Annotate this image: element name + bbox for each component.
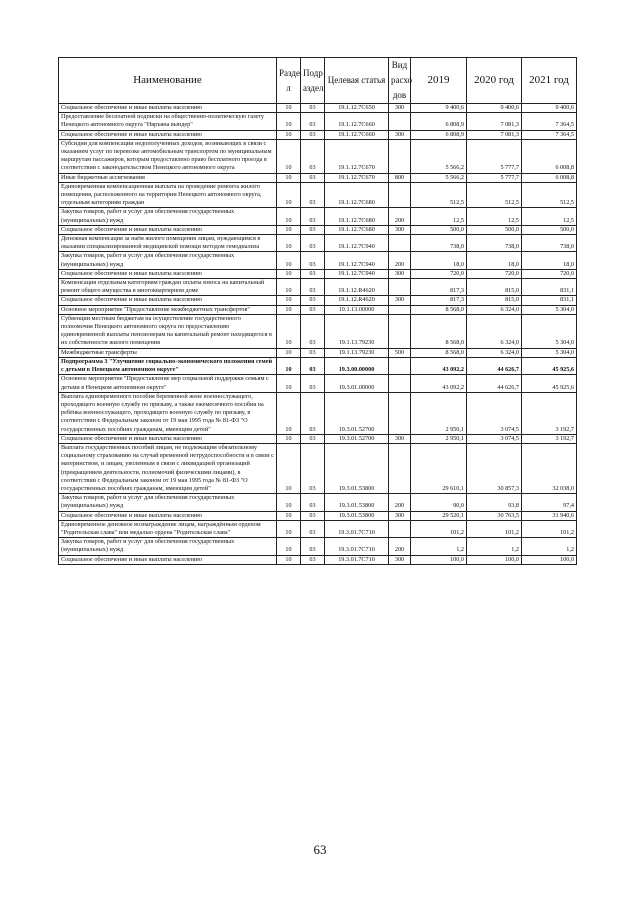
row-razdel: 10	[277, 305, 301, 314]
row-celevaya-statya: 19.3.01.00000	[325, 375, 389, 392]
row-value-2020: 7 081,3	[467, 130, 522, 139]
table-header	[59, 58, 577, 104]
row-name: Единовременное денежное вознаграждение лицам, награждённым орденом "Родительская слава" или медалью ордена "Родительская слава"	[59, 520, 277, 537]
row-celevaya-statya: 19.1.12.7С680	[325, 182, 389, 208]
row-value-2019: 6 808,9	[411, 113, 467, 130]
row-name: Социальное обеспечение и иные выплаты населению	[59, 104, 277, 113]
row-value-2019: 817,3	[411, 279, 467, 296]
row-celevaya-statya: 19.1.12.7С650	[325, 104, 389, 113]
row-value-2019: 817,3	[411, 296, 467, 305]
header-2021: 2021 год	[522, 58, 577, 104]
row-value-2019: 2 950,1	[411, 434, 467, 443]
table-row	[59, 225, 577, 234]
row-value-2021: 3 192,7	[522, 392, 577, 434]
table-row	[59, 208, 577, 225]
table-row	[59, 130, 577, 139]
row-celevaya-statya: 19.1.12.7С670	[325, 173, 389, 182]
row-value-2020: 44 626,7	[467, 357, 522, 374]
row-vid-raskhodov	[389, 357, 411, 374]
row-value-2021: 1,2	[522, 538, 577, 555]
row-razdel: 10	[277, 104, 301, 113]
row-celevaya-statya: 19.1.12.7С680	[325, 225, 389, 234]
row-razdel: 10	[277, 225, 301, 234]
row-podrazdel: 03	[301, 296, 325, 305]
row-podrazdel: 03	[301, 434, 325, 443]
row-value-2020: 738,0	[467, 235, 522, 252]
row-value-2019: 8 568,0	[411, 314, 467, 348]
row-value-2019: 738,0	[411, 235, 467, 252]
row-value-2020: 6 324,0	[467, 305, 522, 314]
row-value-2019: 5 566,2	[411, 139, 467, 173]
table-row	[59, 555, 577, 564]
row-razdel: 10	[277, 252, 301, 269]
row-name: Субсидии для компенсации недополученных доходов, возникающих в связи с оказанием услуг по перевозке автомобильным транспортом по муниципальным маршрутам пассажиров, которым предоставлено право бесплатного проезда в соответствии с законодательством Ненецкого автономного округа	[59, 139, 277, 173]
row-value-2021: 831,1	[522, 296, 577, 305]
table-row	[59, 392, 577, 434]
row-value-2020: 6 324,0	[467, 314, 522, 348]
row-value-2020: 18,0	[467, 252, 522, 269]
row-celevaya-statya: 19.3.01.53800	[325, 494, 389, 511]
row-podrazdel: 03	[301, 208, 325, 225]
row-podrazdel: 03	[301, 538, 325, 555]
row-value-2020: 512,5	[467, 182, 522, 208]
table-row	[59, 357, 577, 374]
row-value-2020: 101,2	[467, 520, 522, 537]
row-value-2021: 738,0	[522, 235, 577, 252]
row-name: Субвенции местным бюджетам на осуществление государственного полномочия Ненецкого автономного округа по предоставлению единовременной выплаты пенсионерам на капитальный ремонт находящегося в их собственности жилого помещения	[59, 314, 277, 348]
row-razdel: 10	[277, 357, 301, 374]
row-value-2021: 32 038,0	[522, 443, 577, 493]
row-name: Социальное обеспечение и иные выплаты населению	[59, 555, 277, 564]
row-vid-raskhodov	[389, 375, 411, 392]
row-value-2019: 43 092,2	[411, 375, 467, 392]
row-value-2021: 101,2	[522, 520, 577, 537]
row-celevaya-statya: 19.3.01.7С710	[325, 555, 389, 564]
row-razdel: 10	[277, 555, 301, 564]
row-value-2019: 9 400,6	[411, 104, 467, 113]
row-value-2021: 3 192,7	[522, 434, 577, 443]
row-value-2021: 100,0	[522, 555, 577, 564]
row-value-2021: 45 925,6	[522, 375, 577, 392]
row-celevaya-statya: 19.1.12.7С940	[325, 269, 389, 278]
row-celevaya-statya: 19.1.12.7С680	[325, 208, 389, 225]
table-row	[59, 375, 577, 392]
row-value-2021: 6 008,8	[522, 173, 577, 182]
table-row	[59, 113, 577, 130]
row-celevaya-statya: 19.3.00.00000	[325, 357, 389, 374]
row-value-2021: 7 364,5	[522, 130, 577, 139]
table-row	[59, 511, 577, 520]
row-value-2020: 815,0	[467, 279, 522, 296]
row-podrazdel: 03	[301, 235, 325, 252]
row-vid-raskhodov	[389, 279, 411, 296]
row-vid-raskhodov: 200	[389, 252, 411, 269]
row-razdel: 10	[277, 296, 301, 305]
row-vid-raskhodov	[389, 314, 411, 348]
table-row	[59, 235, 577, 252]
row-name: Социальное обеспечение и иные выплаты населению	[59, 434, 277, 443]
row-name: Иные бюджетные ассигнования	[59, 173, 277, 182]
row-name: Закупка товаров, работ и услуг для обеспечения государственных (муниципальных) нужд	[59, 208, 277, 225]
row-podrazdel: 03	[301, 314, 325, 348]
row-vid-raskhodov: 300	[389, 511, 411, 520]
table-row	[59, 279, 577, 296]
row-value-2021: 18,0	[522, 252, 577, 269]
row-value-2019: 2 950,1	[411, 392, 467, 434]
row-value-2020: 44 626,7	[467, 375, 522, 392]
row-value-2019: 512,5	[411, 182, 467, 208]
header-razdel: Разде л	[277, 58, 301, 104]
row-podrazdel: 03	[301, 113, 325, 130]
table-row	[59, 173, 577, 182]
row-vid-raskhodov	[389, 139, 411, 173]
table-row	[59, 296, 577, 305]
header-vid-raskhodov: Вид расхо дов	[389, 58, 411, 104]
row-vid-raskhodov: 500	[389, 348, 411, 357]
row-podrazdel: 03	[301, 348, 325, 357]
row-name: Социальное обеспечение и иные выплаты населению	[59, 130, 277, 139]
table-row	[59, 252, 577, 269]
row-value-2020: 30 763,5	[467, 511, 522, 520]
row-razdel: 10	[277, 269, 301, 278]
row-razdel: 10	[277, 113, 301, 130]
table-row	[59, 443, 577, 493]
row-vid-raskhodov: 800	[389, 173, 411, 182]
row-name: Компенсация отдельным категориям граждан оплаты взноса на капитальный ремонт общего имущества в многоквартирном доме	[59, 279, 277, 296]
row-podrazdel: 03	[301, 357, 325, 374]
table-row	[59, 434, 577, 443]
row-value-2019: 29 610,1	[411, 443, 467, 493]
row-celevaya-statya: 19.1.12.R4620	[325, 279, 389, 296]
row-vid-raskhodov	[389, 520, 411, 537]
row-vid-raskhodov: 200	[389, 538, 411, 555]
row-value-2021: 831,1	[522, 279, 577, 296]
row-razdel: 10	[277, 434, 301, 443]
row-celevaya-statya: 19.1.12.R4620	[325, 296, 389, 305]
table-row	[59, 314, 577, 348]
table-row	[59, 348, 577, 357]
row-celevaya-statya: 19.1.13.00000	[325, 305, 389, 314]
row-value-2020: 30 857,3	[467, 443, 522, 493]
row-razdel: 10	[277, 538, 301, 555]
row-razdel: 10	[277, 208, 301, 225]
row-celevaya-statya: 19.3.01.52700	[325, 434, 389, 443]
row-value-2019: 29 520,1	[411, 511, 467, 520]
row-podrazdel: 03	[301, 130, 325, 139]
row-name: Подпрограмма 3 "Улучшение социально-экономического положения семей с детьми в Ненецком автономном округе"	[59, 357, 277, 374]
row-razdel: 10	[277, 494, 301, 511]
row-value-2020: 815,0	[467, 296, 522, 305]
row-value-2019: 90,0	[411, 494, 467, 511]
row-podrazdel: 03	[301, 555, 325, 564]
row-celevaya-statya: 19.3.01.53800	[325, 443, 389, 493]
table-row	[59, 104, 577, 113]
row-value-2020: 500,0	[467, 225, 522, 234]
row-vid-raskhodov: 300	[389, 225, 411, 234]
row-celevaya-statya: 19.3.01.52700	[325, 392, 389, 434]
row-celevaya-statya: 19.1.12.7С660	[325, 130, 389, 139]
row-value-2020: 6 324,0	[467, 348, 522, 357]
row-value-2019: 18,0	[411, 252, 467, 269]
table-row	[59, 520, 577, 537]
row-value-2020: 5 777,7	[467, 139, 522, 173]
row-name: Основное мероприятие "Предоставление межбюджетных трансфертов"	[59, 305, 277, 314]
row-value-2021: 97,4	[522, 494, 577, 511]
row-vid-raskhodov	[389, 305, 411, 314]
row-name: Предоставление бесплатной подписки на общественно-политическую газету Ненецкого автономного округа "Няръяна вындер"	[59, 113, 277, 130]
row-value-2020: 720,0	[467, 269, 522, 278]
row-podrazdel: 03	[301, 494, 325, 511]
row-razdel: 10	[277, 235, 301, 252]
row-value-2019: 5 566,2	[411, 173, 467, 182]
table-row	[59, 305, 577, 314]
row-value-2019: 101,2	[411, 520, 467, 537]
row-name: Социальное обеспечение и иные выплаты населению	[59, 511, 277, 520]
row-celevaya-statya: 19.1.13.79230	[325, 348, 389, 357]
row-value-2019: 12,5	[411, 208, 467, 225]
row-podrazdel: 03	[301, 520, 325, 537]
row-value-2021: 5 304,0	[522, 305, 577, 314]
row-razdel: 10	[277, 348, 301, 357]
row-value-2019: 100,0	[411, 555, 467, 564]
row-razdel: 10	[277, 130, 301, 139]
row-razdel: 10	[277, 173, 301, 182]
row-podrazdel: 03	[301, 269, 325, 278]
row-name: Выплата единовременного пособия беременной жене военнослужащего, проходящего военную службу по призыву, а также ежемесячного пособия на ребёнка военнослужащего, проходящего военную службу по призыву, в соответствии с Федеральным законом от 19 мая 1995 года № 81-ФЗ "О государственных пособиях гражданам, имеющим детей"	[59, 392, 277, 434]
row-podrazdel: 03	[301, 279, 325, 296]
row-value-2019: 8 568,0	[411, 305, 467, 314]
row-podrazdel: 03	[301, 511, 325, 520]
row-podrazdel: 03	[301, 104, 325, 113]
table-row	[59, 269, 577, 278]
row-vid-raskhodov: 300	[389, 130, 411, 139]
row-value-2021: 512,5	[522, 182, 577, 208]
row-value-2020: 5 777,7	[467, 173, 522, 182]
row-celevaya-statya: 19.3.01.7С710	[325, 538, 389, 555]
row-celevaya-statya: 19.3.01.7С710	[325, 520, 389, 537]
row-name: Выплата государственных пособий лицам, не подлежащим обязательному социальному страхованию на случай временной нетрудоспособности и в связи с материнством, и лицам, уволенным в связи с ликвидацией организаций (прекращением деятельности, полномочий физическими лицами), в соответствии с Федеральным законом от 19 мая 1995 года № 81-ФЗ "О государственных пособиях гражданам, имеющим детей"	[59, 443, 277, 493]
row-name: Социальное обеспечение и иные выплаты населению	[59, 296, 277, 305]
row-value-2021: 7 364,5	[522, 113, 577, 130]
row-celevaya-statya: 19.1.12.7С660	[325, 113, 389, 130]
row-podrazdel: 03	[301, 305, 325, 314]
row-value-2019: 1,2	[411, 538, 467, 555]
row-value-2021: 500,0	[522, 225, 577, 234]
row-razdel: 10	[277, 520, 301, 537]
row-value-2021: 5 304,0	[522, 314, 577, 348]
row-vid-raskhodov: 300	[389, 434, 411, 443]
row-value-2021: 31 940,6	[522, 511, 577, 520]
header-2019: 2019	[411, 58, 467, 104]
row-name: Социальное обеспечение и иные выплаты населению	[59, 269, 277, 278]
row-vid-raskhodov: 200	[389, 208, 411, 225]
row-razdel: 10	[277, 392, 301, 434]
row-value-2019: 500,0	[411, 225, 467, 234]
row-value-2021: 9 400,6	[522, 104, 577, 113]
header-2020: 2020 год	[467, 58, 522, 104]
table-row	[59, 139, 577, 173]
table-row	[59, 182, 577, 208]
row-celevaya-statya: 19.3.01.53800	[325, 511, 389, 520]
row-value-2020: 3 074,5	[467, 392, 522, 434]
row-vid-raskhodov	[389, 182, 411, 208]
row-value-2019: 6 808,9	[411, 130, 467, 139]
header-podrazdel: Подр аздел	[301, 58, 325, 104]
row-vid-raskhodov: 300	[389, 555, 411, 564]
row-razdel: 10	[277, 314, 301, 348]
row-value-2020: 9 400,6	[467, 104, 522, 113]
row-value-2021: 6 008,8	[522, 139, 577, 173]
row-podrazdel: 03	[301, 443, 325, 493]
row-razdel: 10	[277, 375, 301, 392]
row-vid-raskhodov: 300	[389, 296, 411, 305]
table-body	[59, 104, 577, 565]
row-value-2019: 8 568,0	[411, 348, 467, 357]
row-name: Закупка товаров, работ и услуг для обеспечения государственных (муниципальных) нужд	[59, 494, 277, 511]
row-vid-raskhodov	[389, 113, 411, 130]
row-value-2020: 100,0	[467, 555, 522, 564]
row-name: Закупка товаров, работ и услуг для обеспечения государственных (муниципальных) нужд	[59, 538, 277, 555]
row-podrazdel: 03	[301, 225, 325, 234]
row-podrazdel: 03	[301, 252, 325, 269]
row-value-2020: 7 081,3	[467, 113, 522, 130]
row-value-2021: 5 304,0	[522, 348, 577, 357]
row-name: Межбюджетные трансферты	[59, 348, 277, 357]
row-name: Единовременная компенсационная выплата на проведение ремонта жилого помещения, расположенного на территории Ненецкого автономного округа, отдельным категориям граждан	[59, 182, 277, 208]
row-value-2021: 45 925,6	[522, 357, 577, 374]
row-razdel: 10	[277, 279, 301, 296]
row-value-2020: 3 074,5	[467, 434, 522, 443]
row-value-2021: 12,5	[522, 208, 577, 225]
table-row	[59, 538, 577, 555]
row-vid-raskhodov: 300	[389, 104, 411, 113]
row-value-2019: 43 092,2	[411, 357, 467, 374]
row-podrazdel: 03	[301, 182, 325, 208]
row-razdel: 10	[277, 511, 301, 520]
row-name: Социальное обеспечение и иные выплаты населению	[59, 225, 277, 234]
row-podrazdel: 03	[301, 173, 325, 182]
row-razdel: 10	[277, 182, 301, 208]
row-celevaya-statya: 19.1.12.7С940	[325, 235, 389, 252]
row-celevaya-statya: 19.1.12.7С940	[325, 252, 389, 269]
row-vid-raskhodov: 200	[389, 494, 411, 511]
row-vid-raskhodov	[389, 392, 411, 434]
row-celevaya-statya: 19.1.12.7С670	[325, 139, 389, 173]
row-razdel: 10	[277, 139, 301, 173]
row-value-2019: 720,0	[411, 269, 467, 278]
row-vid-raskhodov: 300	[389, 269, 411, 278]
row-celevaya-statya: 19.1.13.79230	[325, 314, 389, 348]
row-value-2020: 93,8	[467, 494, 522, 511]
header-celevaya-statya: Целевая статья	[325, 58, 389, 104]
row-podrazdel: 03	[301, 392, 325, 434]
budget-table	[58, 57, 577, 565]
row-value-2020: 1,2	[467, 538, 522, 555]
row-value-2021: 720,0	[522, 269, 577, 278]
row-name: Основное мероприятие "Предоставление мер социальной поддержки семьям с детьми в Ненецком автономном округе"	[59, 375, 277, 392]
row-vid-raskhodov	[389, 235, 411, 252]
row-value-2020: 12,5	[467, 208, 522, 225]
page-number: 63	[313, 842, 327, 857]
table-row	[59, 494, 577, 511]
row-name: Закупка товаров, работ и услуг для обеспечения государственных (муниципальных) нужд	[59, 252, 277, 269]
header-name: Наименование	[59, 58, 277, 104]
row-razdel: 10	[277, 443, 301, 493]
row-name: Денежная компенсация за наём жилого помещения лицам, нуждающимся в оказании специализированной медицинской помощи методом гемодиализа	[59, 235, 277, 252]
row-vid-raskhodov	[389, 443, 411, 493]
row-podrazdel: 03	[301, 139, 325, 173]
row-podrazdel: 03	[301, 375, 325, 392]
